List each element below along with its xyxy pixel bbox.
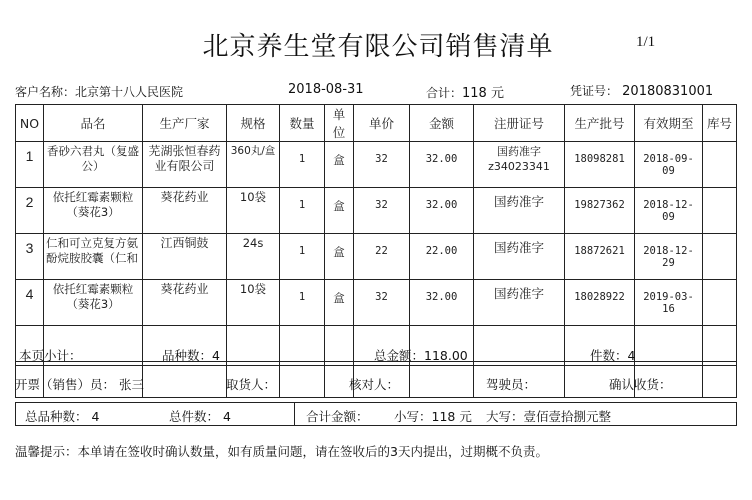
table-row [16, 188, 737, 234]
page-subtotal [15, 341, 737, 366]
total-amount-big [486, 407, 611, 425]
cell-price: 32 [354, 280, 410, 326]
cell-stock-no [703, 280, 737, 326]
col-header-qty: 数量 [280, 105, 325, 142]
cell-expiry: 2018-09-09 [635, 142, 703, 188]
cell-expiry: 2018-12-09 [635, 188, 703, 234]
col-header-name: 品名 [44, 105, 143, 142]
grand-totals [15, 402, 737, 426]
driver-label: 驾驶员： [486, 377, 537, 392]
clerk-field [15, 375, 144, 393]
cell-price: 22 [354, 234, 410, 280]
header-total-value: 118 元 [462, 86, 504, 101]
col-header-maker: 生产厂家 [143, 105, 227, 142]
cell-no: 2 [16, 188, 44, 234]
total-variety-label: 总品种数： [25, 409, 88, 424]
voucher-label: 凭证号： [570, 84, 619, 98]
empty-cell [280, 362, 325, 398]
col-header-price: 单价 [354, 105, 410, 142]
cell-expiry: 2018-12-29 [635, 234, 703, 280]
cell-unit: 盒 [325, 280, 354, 326]
page-indicator: 1/1 [636, 34, 656, 50]
cell-reg-no: 国药准字 [474, 188, 565, 234]
subtotal-variety-label: 品种数： [162, 348, 213, 363]
cell-unit: 盒 [325, 188, 354, 234]
cell-reg-no: 国药准字 [474, 234, 565, 280]
subtotal-pieces-value: 4 [627, 348, 636, 363]
customer-label: 客户名称： [15, 85, 76, 99]
cell-amount: 32.00 [410, 280, 474, 326]
subtotal-variety [162, 346, 220, 364]
subtotal-amount-value: 118.00 [424, 348, 468, 363]
table-row [16, 142, 737, 188]
empty-cell [143, 362, 227, 398]
cell-no: 3 [16, 234, 44, 280]
total-amount-small [394, 407, 472, 425]
cell-expiry: 2019-03-16 [635, 280, 703, 326]
col-header-amount: 金额 [410, 105, 474, 142]
total-variety [25, 407, 99, 425]
total-pieces-label: 总件数： [169, 409, 220, 424]
header-total [426, 82, 504, 101]
notice-text: 温馨提示：本单请在签收时确认数量，如有质量问题，请在签收后的3天内提出，过期概不负责。 [15, 444, 548, 459]
cell-qty: 1 [280, 280, 325, 326]
cell-price: 32 [354, 188, 410, 234]
cell-maker: 葵花药业 [143, 280, 227, 326]
total-big-label: 大写： [486, 409, 524, 424]
empty-cell [703, 362, 737, 398]
receiver-label: 确认收货： [609, 377, 672, 392]
col-header-reg-no: 注册证号 [474, 105, 565, 142]
total-pieces-value: 4 [223, 409, 231, 424]
cell-spec: 24s [227, 234, 280, 280]
cell-name: 香砂六君丸（复盛公） [44, 142, 143, 188]
total-variety-value: 4 [91, 409, 100, 424]
picker-label: 取货人： [226, 377, 277, 392]
cell-unit: 盒 [325, 142, 354, 188]
table-row [16, 280, 737, 326]
cell-batch: 18872621 [565, 234, 635, 280]
cell-maker: 江西铜鼓 [143, 234, 227, 280]
col-header-stock-no: 库号 [703, 105, 737, 142]
cell-spec: 10袋 [227, 188, 280, 234]
totals-divider [294, 403, 295, 425]
subtotal-pieces-label: 件数： [590, 348, 628, 363]
col-header-no: NO [16, 105, 44, 142]
cell-amount: 32.00 [410, 142, 474, 188]
cell-unit: 盒 [325, 234, 354, 280]
cell-qty: 1 [280, 234, 325, 280]
subtotal-variety-value: 4 [212, 348, 220, 363]
cell-reg-no: 国药准字z34023341 [474, 142, 565, 188]
document-title: 北京养生堂有限公司销售清单 [202, 32, 554, 62]
empty-cell [410, 362, 474, 398]
cell-batch: 19827362 [565, 188, 635, 234]
col-header-expiry: 有效期至 [635, 105, 703, 142]
col-header-batch: 生产批号 [565, 105, 635, 142]
subtotal-amount [374, 346, 468, 364]
customer-field [15, 83, 183, 100]
cell-price: 32 [354, 142, 410, 188]
cell-batch: 18098281 [565, 142, 635, 188]
clerk-label: 开票（销售）员： [15, 377, 116, 392]
cell-qty: 1 [280, 142, 325, 188]
header-total-label: 合计： [426, 86, 463, 100]
checker-label: 核对人： [349, 377, 400, 392]
total-pieces [169, 407, 231, 425]
cell-spec: 360丸/盒 [227, 142, 280, 188]
col-header-spec: 规格 [227, 105, 280, 142]
table-row [16, 234, 737, 280]
cell-reg-no: 国药准字 [474, 280, 565, 326]
total-big-value: 壹佰壹拾捌元整 [523, 409, 612, 424]
cell-stock-no [703, 188, 737, 234]
voucher-number: 20180831001 [622, 84, 714, 99]
cell-name: 仁和可立克复方氨酚烷胺胶囊（仁和 [44, 234, 143, 280]
cell-name: 依托红霉素颗粒（葵花3） [44, 280, 143, 326]
col-header-unit: 单位 [325, 105, 354, 142]
subtotal-pieces [590, 346, 635, 364]
subtotal-amount-label: 总金额： [374, 348, 425, 363]
clerk-name: 张三 [119, 377, 145, 392]
voucher-field [570, 82, 713, 99]
cell-name: 依托红霉素颗粒（葵花3） [44, 188, 143, 234]
cell-no: 1 [16, 142, 44, 188]
sale-date: 2018-08-31 [288, 82, 364, 97]
cell-spec: 10袋 [227, 280, 280, 326]
cell-batch: 18028922 [565, 280, 635, 326]
cell-qty: 1 [280, 188, 325, 234]
total-small-value: 118 元 [431, 409, 472, 424]
cell-maker: 芜湖张恒春药业有限公司 [143, 142, 227, 188]
cell-maker: 葵花药业 [143, 188, 227, 234]
cell-stock-no [703, 234, 737, 280]
total-small-label: 小写： [394, 409, 432, 424]
cell-no: 4 [16, 280, 44, 326]
cell-stock-no [703, 142, 737, 188]
table-header-row [16, 105, 737, 142]
subtotal-label: 本页小计： [19, 348, 82, 363]
cell-amount: 32.00 [410, 188, 474, 234]
customer-name: 北京第十八人民医院 [75, 85, 184, 99]
total-amount-label: 合计金额： [306, 409, 369, 424]
cell-amount: 22.00 [410, 234, 474, 280]
